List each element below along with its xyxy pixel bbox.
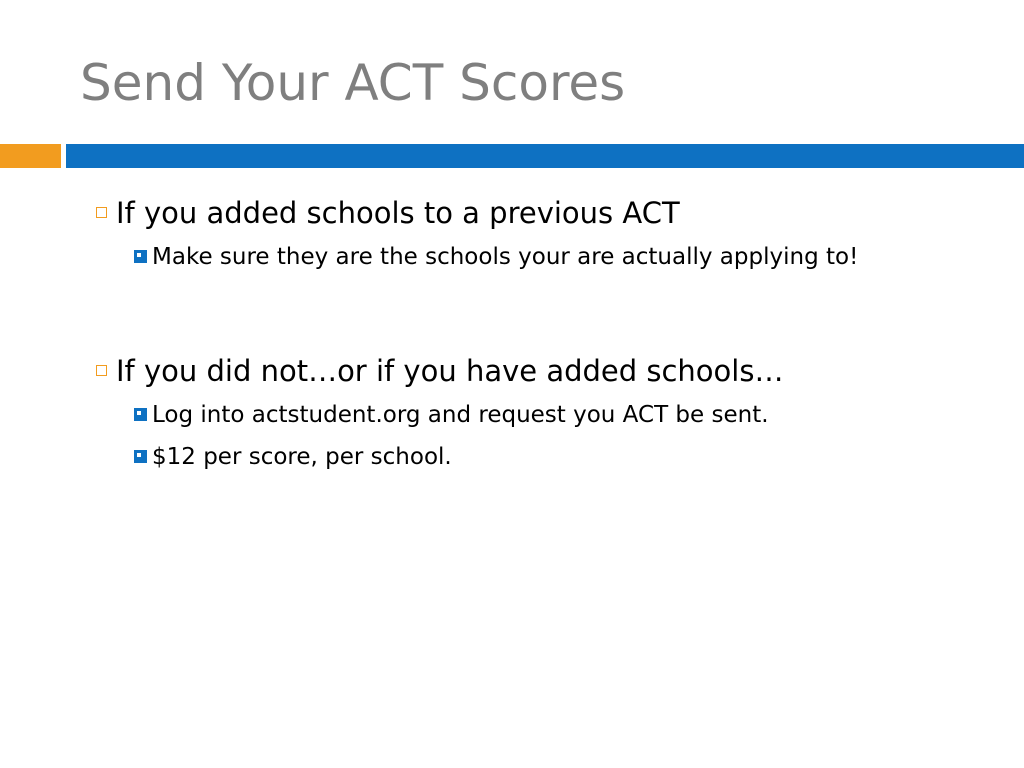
sub-bullet-item-price (134, 436, 976, 478)
filled-square-bullet-icon (134, 250, 147, 263)
bullet-list (96, 190, 976, 478)
sub-bullet-item-log-in (134, 394, 976, 436)
accent-bar-blue (66, 144, 1024, 168)
slide-title: Send Your ACT Scores (80, 54, 626, 112)
filled-square-bullet-icon (134, 408, 147, 421)
filled-square-bullet-icon (134, 450, 147, 463)
bullet-item-did-not (96, 348, 976, 394)
sub-bullet-text: Log into actstudent.org and request you ACT be sent. (152, 402, 769, 428)
sub-bullet-text: Make sure they are the schools your are actually applying to! (152, 244, 859, 270)
list-spacer (96, 278, 976, 348)
bullet-text: If you added schools to a previous ACT (116, 196, 680, 230)
bullet-text: If you did not…or if you have added schools… (116, 354, 784, 388)
sub-bullet-text: $12 per score, per school. (152, 444, 452, 470)
hollow-square-bullet-icon (96, 365, 107, 376)
sub-bullet-item-make-sure (134, 236, 976, 278)
bullet-item-previous-act (96, 190, 976, 236)
accent-bar-orange (0, 144, 61, 168)
hollow-square-bullet-icon (96, 207, 107, 218)
